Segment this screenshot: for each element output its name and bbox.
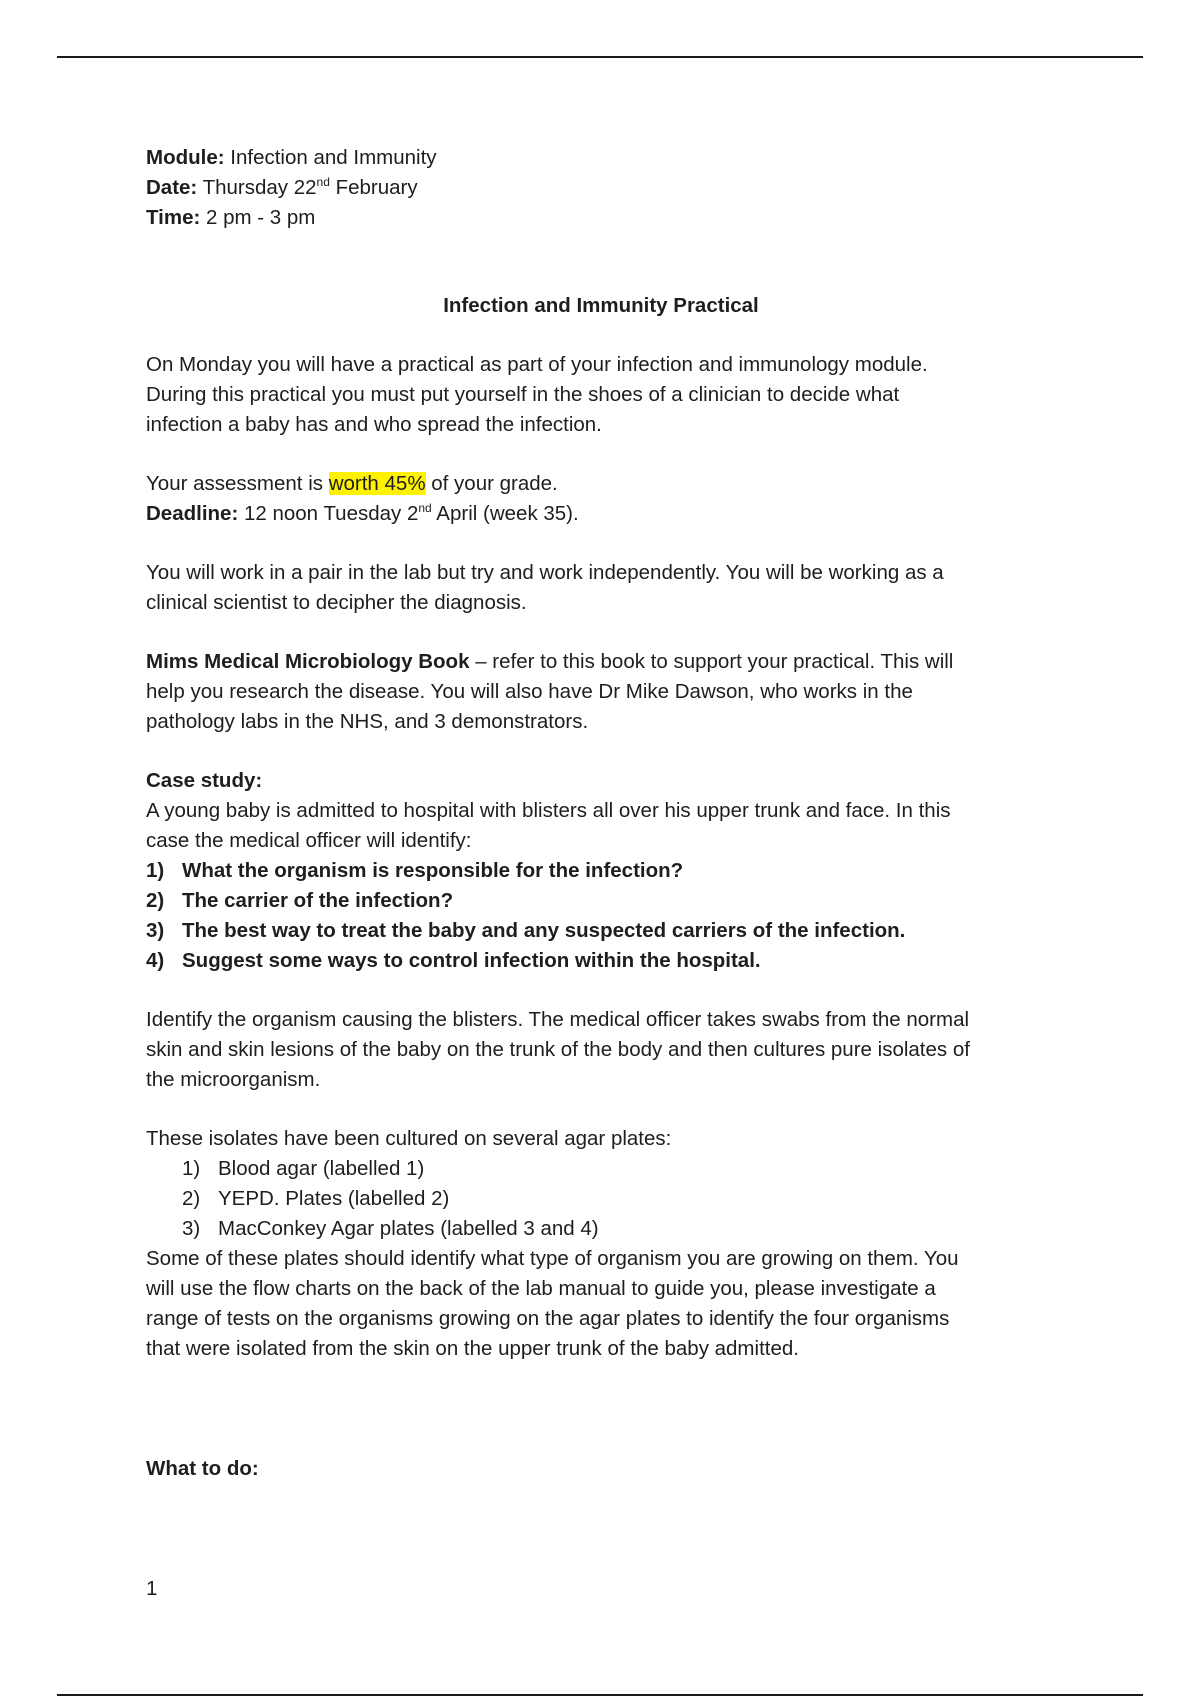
grade-weight-highlight: worth 45% — [328, 472, 426, 495]
list-item: 1) Blood agar (labelled 1) — [182, 1157, 425, 1180]
time-line — [146, 203, 1076, 233]
top-rule — [57, 56, 1143, 58]
question-list — [146, 856, 1076, 976]
date-line — [146, 173, 1076, 203]
date-label: Date: — [146, 176, 198, 199]
module-line — [146, 143, 1076, 173]
identify-paragraph: Identify the organism causing the blisters. The medical officer takes swabs from the normal skin and skin lesions of the baby on the trunk of the body and then cultures pure isolates of the microorganism. — [146, 1008, 970, 1091]
book-title: Mims Medical Microbiology Book — [146, 650, 470, 673]
list-item: 2) YEPD. Plates (labelled 2) — [182, 1187, 450, 1210]
module-value: Infection and Immunity — [230, 146, 437, 169]
what-to-do-heading: What to do: — [146, 1457, 259, 1480]
bottom-rule — [57, 1694, 1143, 1696]
page-number: 1 — [146, 1577, 158, 1600]
pair-work-paragraph: You will work in a pair in the lab but try and work independently. You will be working as a clinical scientist to decipher the diagnosis. — [146, 561, 944, 614]
list-item: 1) What the organism is responsible for the infection? — [146, 859, 684, 882]
list-item: 4) Suggest some ways to control infection within the hospital. — [146, 949, 761, 972]
list-item: 3) The best way to treat the baby and any suspected carriers of the infection. — [146, 919, 906, 942]
plates-section: These isolates have been cultured on several agar plates: 1) Blood agar (labelled 1) 2) YEPD. Plates (labelled 2) 3) MacConkey Agar plates (labelled 3 and 4) Some of these plates should identify what type of organism you are growing on them. You will use the flow charts on the back of the lab manual to guide you, please investigate a range of tests on the organisms growing on the agar plates to identify the four organisms that were isolated from the skin on the upper trunk of the baby admitted. — [146, 1124, 1076, 1364]
list-item: 2) The carrier of the infection? — [146, 889, 454, 912]
module-label: Module: — [146, 146, 225, 169]
document-title: Infection and Immunity Practical — [443, 294, 759, 317]
case-study-heading: Case study: — [146, 769, 263, 792]
time-label: Time: — [146, 206, 201, 229]
plate-list — [146, 1154, 1076, 1244]
assessment-line: Your assessment is worth 45% of your grade. — [146, 472, 558, 495]
document-page — [146, 143, 1076, 1604]
time-value: 2 pm - 3 pm — [206, 206, 316, 229]
plates-intro: These isolates have been cultured on several agar plates: — [146, 1127, 672, 1150]
deadline-line: Deadline: 12 noon Tuesday 2nd April (week 35). — [146, 501, 579, 525]
list-item: 3) MacConkey Agar plates (labelled 3 and 4) — [182, 1217, 599, 1240]
book-paragraph: Mims Medical Microbiology Book – refer to this book to support your practical. This will help you research the disease. You will also have Dr Mike Dawson, who works in the pathology labs in the NHS, and 3 demonstrators. — [146, 650, 954, 733]
date-value: Thursday 22nd February — [202, 175, 418, 199]
intro-paragraph: On Monday you will have a practical as part of your infection and immunology module. During this practical you must put yourself in the shoes of a clinician to decide what infection a baby has and who spread the infection. — [146, 353, 928, 436]
case-study-section: Case study: A young baby is admitted to hospital with blisters all over his upper trunk and face. In this case the medical officer will identify: 1) What the organism is responsible for the infection? 2) The carrier of the infection? 3) The best way to treat the baby and any suspected carriers of the infection. 4) Suggest some ways to control infection within the hospital. — [146, 766, 1076, 976]
deadline-label: Deadline: — [146, 502, 239, 525]
